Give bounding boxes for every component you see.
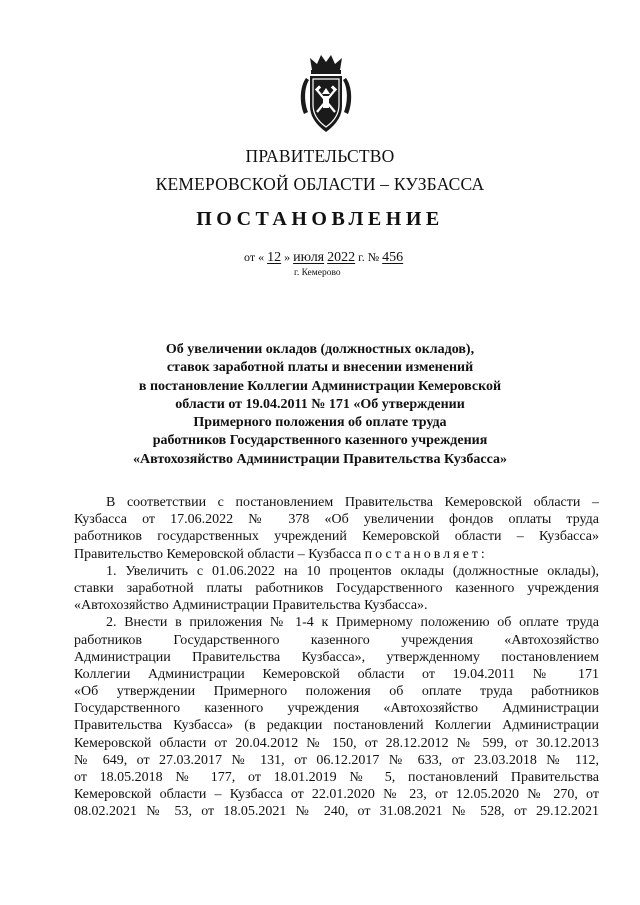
body-line: Коллегии Администрации Кемеровской области от 19.04.2011 № 171 (74, 666, 599, 682)
body-line: Государственного казенного учреждения «Автохозяйство Администрации (74, 701, 599, 717)
title-line: «Автохозяйство Администрации Правительства Кузбасса» (133, 451, 507, 467)
body-line: от 18.05.2018 № 177, от 18.01.2019 № 5, постановлений Правительства (74, 770, 599, 785)
title-line: области от 19.04.2011 № 171 «Об утверждении (175, 396, 465, 412)
kuzbass-coat-of-arms-icon (296, 52, 356, 136)
date-year: 2022 (327, 250, 356, 265)
body-line: работников государственных учреждений Кемеровской области – Кузбасса» (74, 529, 599, 545)
body-line: Кемеровской области – Кузбасса от 22.01.2020 № 23, от 12.05.2020 № 270, от (74, 787, 599, 803)
org-name-line2: КЕМЕРОВСКОЙ ОБЛАСТИ – КУЗБАССА (155, 174, 485, 194)
body-line-decree (74, 546, 599, 563)
body-line: Правительства Кузбасса» (в редакции постановлений Коллегии Администрации (74, 718, 599, 734)
org-name-line1: ПРАВИТЕЛЬСТВО (245, 146, 395, 166)
body-line: 1. Увеличить с 01.06.2022 на 10 процентов оклады (должностные оклады), (106, 563, 599, 579)
title-line: ставок заработной платы и внесении изменений (166, 360, 474, 376)
date-year-suffix: г. (358, 250, 365, 264)
decree-word: постановляет: (364, 546, 488, 562)
date-sep: » (284, 250, 291, 264)
body-line: Кузбасса от 17.06.2022 № 378 «Об увеличении фондов оплаты труда (74, 512, 599, 528)
document-city: г. Кемерово (294, 268, 341, 278)
number-sign: № (367, 250, 380, 264)
body-line: Администрации Правительства Кузбасса», утвержденному постановлением (74, 649, 599, 665)
body-line: ставки заработной платы работников Государственного казенного учреждения (74, 580, 599, 596)
title-line: работников Государственного казенного учреждения (152, 433, 488, 449)
document-type: ПОСТАНОВЛЕНИЕ (196, 208, 444, 230)
body-line: В соответствии с постановлением Правительства Кемеровской области – (106, 495, 599, 510)
body-line: 2. Внести в приложения № 1-4 к Примерному положению об оплате труда (106, 615, 599, 631)
body-line: «Автохозяйство Администрации Правительства Кузбасса». (74, 598, 428, 614)
document-date-line (244, 250, 403, 266)
body-line: № 649, от 27.03.2017 № 131, от 06.12.2017 № 633, от 23.03.2018 № 112, (74, 752, 599, 768)
body-line: 08.02.2021 № 53, от 18.05.2021 № 240, от 31.08.2021 № 528, от 29.12.2021 (74, 804, 599, 820)
preamble-last: Правительство Кемеровской области – Кузбасса (74, 546, 362, 562)
date-month: июля (293, 250, 325, 265)
date-prefix: от « (244, 250, 265, 264)
body-line: работников Государственного казенного учреждения «Автохозяйство (74, 632, 599, 648)
title-line: в постановление Коллегии Администрации Кемеровской (138, 378, 502, 394)
title-line: Об увеличении окладов (должностных окладов), (165, 342, 475, 357)
body-line: Кемеровской области от 20.04.2012 № 150, от 28.12.2012 № 599, от 30.12.2013 (74, 735, 599, 751)
document-title (100, 341, 540, 469)
document-body (74, 494, 599, 821)
date-day: 12 (267, 250, 282, 265)
document-number: 456 (382, 250, 404, 265)
body-line: «Об утверждении Примерного положения об оплате труда работников (74, 684, 599, 700)
title-line: Примерного положения об оплате труда (193, 415, 447, 431)
